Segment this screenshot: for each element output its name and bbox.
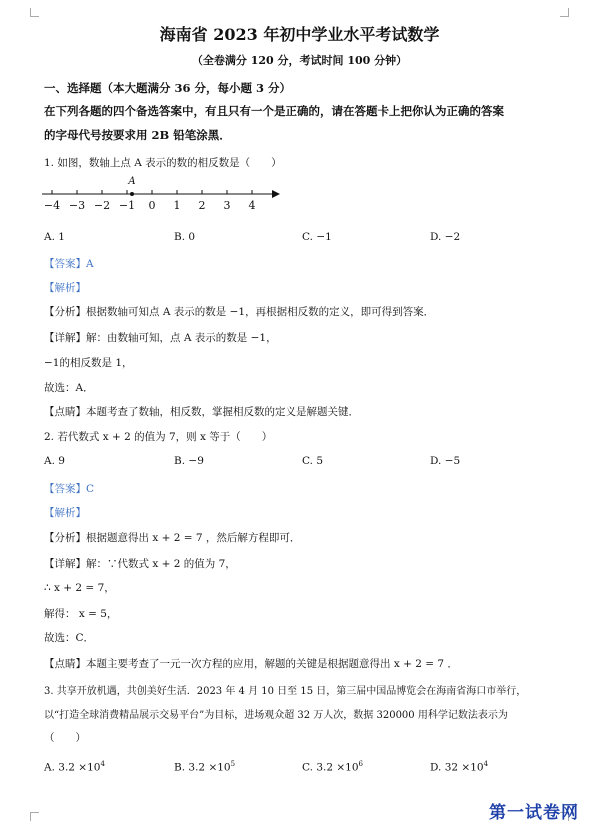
- number-line-tick-label: 0: [148, 199, 156, 212]
- q1-result: 故选：A．: [44, 382, 94, 394]
- corner-mark-top-right: [560, 8, 569, 17]
- q3-option-a-exp: 4: [100, 760, 105, 768]
- q1-explain-tag: 【解析】: [44, 282, 86, 294]
- q2-option-d: D. −5: [430, 455, 461, 467]
- number-line-tick-label: 1: [173, 199, 181, 212]
- q3-option-c-label: C.: [302, 761, 313, 774]
- q2-option-b: B. −9: [174, 455, 204, 467]
- q1-detail: 【详解】解：由数轴可知，点 A 表示的数是 −1，: [44, 332, 277, 344]
- section-heading: 一、选择题（本大题满分 36 分，每小题 3 分）: [44, 81, 292, 95]
- q1-detail-2: −1的相反数是 1，: [44, 357, 133, 369]
- instruction-line-2: 的字母代号按要求用 2B 铅笔涂黑．: [44, 128, 231, 142]
- q2-detail: 【详解】解：∵代数式 x + 2 的值为 7，: [44, 558, 236, 570]
- corner-mark-top-left: [30, 8, 39, 17]
- q1-option-c: C. −1: [302, 231, 332, 243]
- site-logo[interactable]: 第一试卷网: [489, 803, 579, 823]
- q3-option-d-label: D.: [430, 761, 442, 774]
- q2-explain-tag: 【解析】: [44, 507, 86, 519]
- number-line-tick-label: −2: [93, 199, 111, 212]
- q3-option-c-exp: 6: [358, 760, 364, 768]
- q2-option-c: C. 5: [302, 455, 324, 467]
- number-line-tick-label: −4: [43, 199, 61, 212]
- page-title: 海南省 2023 年初中学业水平考试数学: [159, 25, 440, 44]
- exam-info: （全卷满分 120 分，考试时间 100 分钟）: [191, 54, 408, 67]
- q3-option-a-label: A.: [44, 761, 55, 774]
- q1-option-a: A. 1: [44, 231, 65, 243]
- q2-option-a: A. 9: [44, 455, 65, 467]
- q1-option-b: B. 0: [174, 231, 196, 243]
- number-line-tick-label: 4: [248, 199, 256, 212]
- q3-stem-line-2: 以“打造全球消费精品展示交易平台”为目标，进场观众超 32 万人次，数据 320000 用科学记数法表示为: [44, 710, 508, 721]
- q3-option-d: [430, 760, 488, 774]
- q1-answer: 【答案】A: [44, 258, 94, 270]
- q3-option-c: [302, 760, 363, 774]
- number-line-tick-label: −3: [68, 199, 86, 212]
- number-line-tick-label: 3: [223, 199, 231, 212]
- q3-option-a-base: 3.2 ×10: [58, 761, 101, 774]
- q1-comment: 【点睛】本题考查了数轴，相反数，掌握相反数的定义是解题关键．: [44, 406, 359, 418]
- point-a-label: A: [128, 176, 136, 187]
- q3-option-b-label: B.: [174, 761, 186, 774]
- q2-comment: 【点睛】本题主要考查了一元一次方程的应用，解题的关键是根据题意得出 x + 2 = 7 ．: [44, 658, 458, 670]
- q3-option-c-base: 3.2 ×10: [316, 761, 359, 774]
- q1-analysis: 【分析】根据数轴可知点 A 表示的数是 −1，再根据相反数的定义，即可得到答案．: [44, 306, 435, 318]
- q2-step-1: ∴ x + 2 = 7，: [44, 582, 115, 594]
- q1-option-d: D. −2: [430, 231, 461, 243]
- q1-stem: 1. 如图，数轴上点 A 表示的数的相反数是（ ）: [44, 157, 282, 169]
- q3-stem-line-3: （ ）: [44, 732, 86, 744]
- q3-option-b-base: 3.2 ×10: [188, 761, 231, 774]
- q3-option-d-exp: 4: [483, 760, 489, 768]
- q3-option-d-base: 32 ×10: [444, 761, 484, 774]
- q2-analysis: 【分析】根据题意得出 x + 2 = 7 ，然后解方程即可．: [44, 532, 301, 544]
- number-line: [40, 176, 280, 216]
- q3-option-b-exp: 5: [230, 760, 236, 768]
- instruction-line-1: 在下列各题的四个备选答案中，有且只有一个是正确的，请在答题卡上把你认为正确的答案: [44, 104, 504, 118]
- number-line-tick-label: 2: [198, 199, 206, 212]
- q2-step-2: 解得： x = 5，: [44, 608, 118, 620]
- q3-stem-line-1: 3. 共享开放机遇，共创美好生活．2023 年 4 月 10 日至 15 日，第三届中国品博览会在海南省海口市举行，: [44, 686, 527, 697]
- number-line-tick-label: −1: [118, 199, 136, 212]
- q3-option-b: [174, 760, 235, 774]
- q2-answer: 【答案】C: [44, 483, 95, 495]
- q3-option-a: [44, 760, 105, 774]
- corner-mark-bottom-left: [30, 812, 39, 821]
- q2-stem: 2. 若代数式 x + 2 的值为 7，则 x 等于（ ）: [44, 431, 273, 443]
- arrow-right-icon: [272, 190, 280, 198]
- q2-result: 故选：C．: [44, 632, 95, 644]
- point-a-marker: [130, 192, 134, 196]
